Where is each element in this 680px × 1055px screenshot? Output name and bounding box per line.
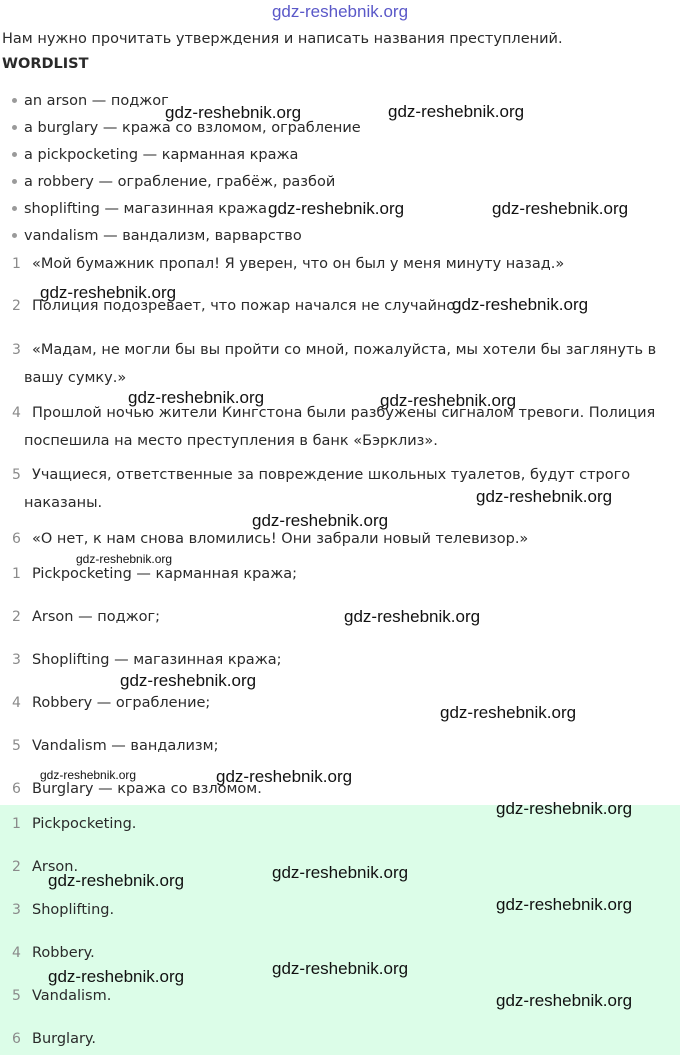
bullet-icon: [12, 125, 17, 130]
wordlist-item: an arson — поджог: [12, 93, 169, 109]
watermark: gdz-reshebnik.org: [40, 283, 177, 302]
watermark: gdz-reshebnik.org: [496, 991, 633, 1010]
watermark: gdz-reshebnik.org: [272, 959, 409, 978]
wordlist-item: shoplifting — магазинная кража: [12, 201, 267, 217]
watermark: gdz-reshebnik.org: [496, 799, 633, 818]
watermark: gdz-reshebnik.org: [40, 768, 137, 782]
watermark: gdz-reshebnik.org: [492, 199, 629, 218]
watermark: gdz-reshebnik.org: [476, 487, 613, 506]
watermark: gdz-reshebnik.org: [48, 967, 185, 986]
wordlist-item: a robbery — ограбление, грабёж, разбой: [12, 174, 335, 190]
site-header-link[interactable]: gdz-reshebnik.org: [271, 2, 409, 21]
watermark: gdz-reshebnik.org: [268, 199, 405, 218]
watermark: gdz-reshebnik.org: [165, 103, 302, 122]
wordlist-item: vandalism — вандализм, варварство: [12, 228, 302, 244]
watermark: gdz-reshebnik.org: [380, 391, 517, 410]
bullet-icon: [12, 152, 17, 157]
watermark: gdz-reshebnik.org: [76, 552, 173, 566]
watermark: gdz-reshebnik.org: [344, 607, 481, 626]
wordlist-item: a burglary — кража со взломом, ограбление: [12, 120, 361, 136]
watermark: gdz-reshebnik.org: [216, 767, 353, 786]
wordlist-item: a pickpocketing — карманная кража: [12, 147, 298, 163]
watermark: gdz-reshebnik.org: [128, 388, 265, 407]
watermark: gdz-reshebnik.org: [452, 295, 589, 314]
watermark: gdz-reshebnik.org: [252, 511, 389, 530]
intro-text: Нам нужно прочитать утверждения и написать названия преступлений.: [2, 31, 563, 47]
wordlist-heading: WORDLIST: [2, 56, 89, 72]
bullet-icon: [12, 98, 17, 103]
watermark: gdz-reshebnik.org: [48, 871, 185, 890]
watermark: gdz-reshebnik.org: [120, 671, 257, 690]
bullet-icon: [12, 179, 17, 184]
bullet-icon: [12, 233, 17, 238]
watermark: gdz-reshebnik.org: [388, 102, 525, 121]
short-answers-panel: [0, 805, 680, 1055]
bullet-icon: [12, 206, 17, 211]
watermark: gdz-reshebnik.org: [272, 863, 409, 882]
watermark: gdz-reshebnik.org: [496, 895, 633, 914]
watermark: gdz-reshebnik.org: [440, 703, 577, 722]
